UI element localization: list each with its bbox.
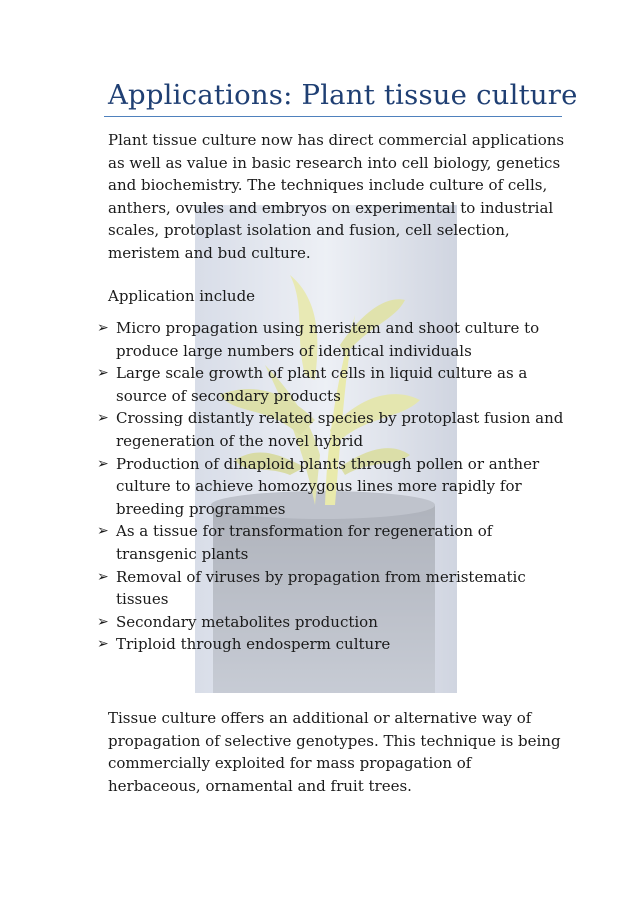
list-item: ➢ As a tissue for transformation for regeneration of transgenic plants: [97, 522, 493, 563]
list-item: ➢ Secondary metabolites production: [97, 611, 567, 634]
list-item: ➢ Crossing distantly related species by protoplast fusion and regeneration of the novel hybrid: [97, 409, 564, 450]
list-item: ➢ Removal of viruses by propagation from meristematic tissues: [97, 567, 526, 609]
arrow-bullet-icon: ➢: [97, 455, 109, 472]
title-underline: [104, 116, 562, 117]
arrow-bullet-icon: ➢: [97, 320, 109, 336]
page-title: Applications: Plant tissue culture: [108, 79, 578, 111]
arrow-bullet-icon: ➢: [97, 365, 109, 382]
list-item: ➢ Large scale growth of plant cells in liquid culture as a source of secondary products: [97, 364, 528, 405]
arrow-bullet-icon: ➢: [97, 636, 109, 653]
list-item: ➢ Triploid through endosperm culture: [97, 633, 567, 656]
arrow-bullet-icon: ➢: [97, 613, 109, 630]
arrow-bullet-icon: ➢: [97, 568, 109, 585]
list-item: ➢ Production of dihaploid plants through pollen or anther culture to achieve homozygous lines more rapidly for breeding programmes: [97, 454, 540, 518]
applications-heading: Application include: [108, 287, 256, 305]
closing-paragraph: Tissue culture offers an additional or alternative way of propagation of selective genotypes. This technique is being commercially exploited for mass propagation of herbaceous, ornamental and fruit trees.: [108, 709, 561, 795]
arrow-bullet-icon: ➢: [97, 523, 109, 540]
applications-list: [97, 317, 567, 656]
list-item: ➢ Micro propagation using meristem and shoot culture to produce large numbers of identical individuals: [97, 319, 540, 360]
arrow-bullet-icon: ➢: [97, 410, 109, 427]
intro-paragraph: Plant tissue culture now has direct commercial applications as well as value in basic research into cell biology, genetics and biochemistry. The techniques include culture of cells, anthers, ovules and embryos on experimental to industrial scales, protoplast isolation and fusion, cell selection, meristem and bud culture.: [108, 131, 565, 262]
